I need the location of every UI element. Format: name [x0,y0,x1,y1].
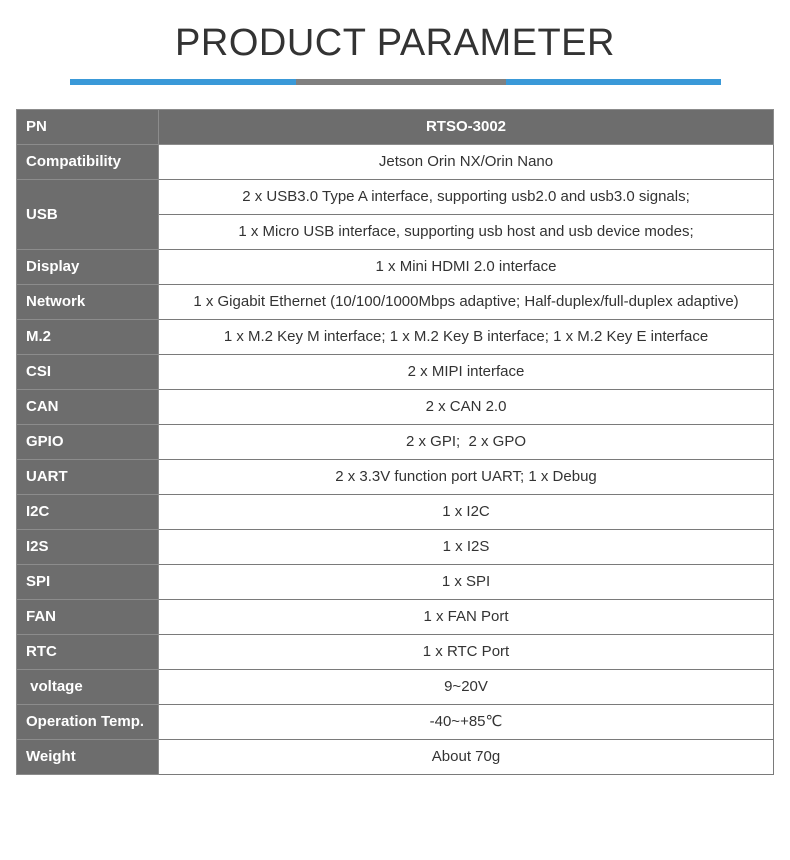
row-label: voltage [17,670,159,705]
row-value: 1 x SPI [159,565,774,600]
row-label: CSI [17,355,159,390]
row-value: 1 x I2C [159,495,774,530]
row-value: 1 x Mini HDMI 2.0 interface [159,250,774,285]
title-underline [70,79,721,85]
table-row [17,250,774,285]
row-value: -40~+85℃ [159,705,774,740]
row-value: 2 x GPI; 2 x GPO [159,425,774,460]
row-value: About 70g [159,740,774,775]
table-row [17,180,774,215]
table-row [17,425,774,460]
row-label: Network [17,285,159,320]
row-value: 1 x M.2 Key M interface; 1 x M.2 Key B interface; 1 x M.2 Key E interface [159,320,774,355]
row-label: Compatibility [17,145,159,180]
row-value: 1 x I2S [159,530,774,565]
row-label: Operation Temp. [17,705,159,740]
row-value: 2 x CAN 2.0 [159,390,774,425]
row-value: 1 x RTC Port [159,635,774,670]
table-header-row [17,110,774,145]
table-row [17,600,774,635]
table-row [17,495,774,530]
page-title: PRODUCT PARAMETER [175,22,615,64]
table-row [17,390,774,425]
row-value: 2 x USB3.0 Type A interface, supporting usb2.0 and usb3.0 signals; [159,180,774,215]
table-row [17,355,774,390]
row-label: UART [17,460,159,495]
spec-table-body [17,110,774,775]
underline-segment-middle [296,79,506,85]
row-label: SPI [17,565,159,600]
row-label: FAN [17,600,159,635]
row-label: M.2 [17,320,159,355]
spec-table [16,109,774,775]
table-row [17,705,774,740]
underline-segment-left [70,79,296,85]
table-header-value: RTSO-3002 [159,110,774,145]
underline-segment-right [506,79,721,85]
table-row [17,635,774,670]
row-value: 1 x Gigabit Ethernet (10/100/1000Mbps adaptive; Half-duplex/full-duplex adaptive) [159,285,774,320]
row-label: USB [17,180,159,250]
row-label: RTC [17,635,159,670]
row-value: 1 x Micro USB interface, supporting usb host and usb device modes; [159,215,774,250]
table-row [17,285,774,320]
table-row [17,740,774,775]
table-row [17,565,774,600]
row-value: Jetson Orin NX/Orin Nano [159,145,774,180]
row-label: CAN [17,390,159,425]
row-label: I2S [17,530,159,565]
row-value: 2 x MIPI interface [159,355,774,390]
row-label: GPIO [17,425,159,460]
table-row [17,530,774,565]
row-label: I2C [17,495,159,530]
table-header-label: PN [17,110,159,145]
table-row [17,145,774,180]
table-row [17,670,774,705]
row-value: 2 x 3.3V function port UART; 1 x Debug [159,460,774,495]
row-label: Display [17,250,159,285]
row-value: 9~20V [159,670,774,705]
row-value: 1 x FAN Port [159,600,774,635]
table-row [17,460,774,495]
table-row [17,320,774,355]
row-label: Weight [17,740,159,775]
